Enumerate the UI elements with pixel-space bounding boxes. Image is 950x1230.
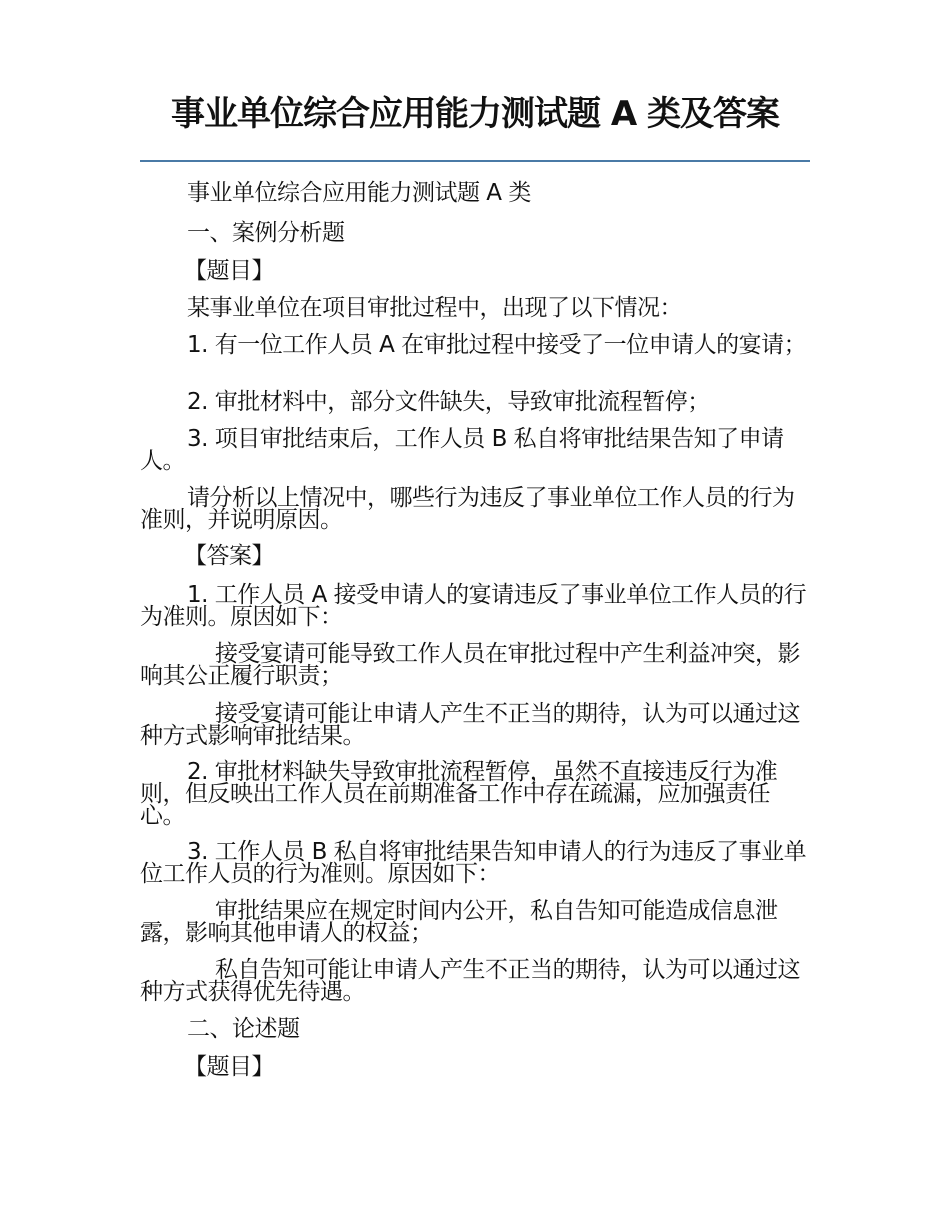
answer-1-reason-1: 接受宴请可能导致工作人员在审批过程中产生利益冲突，影响其公正履行职责； [140, 641, 800, 689]
answer-3: 3. 工作人员 B 私自将审批结果告知申请人的行为违反了事业单位工作人员的行为准则。原因如下： [140, 839, 807, 887]
answer-1-reason-2: 接受宴请可能让申请人产生不正当的期待，认为可以通过这种方式影响审批结果。 [140, 701, 800, 749]
essay-question-label: 【题目】 [184, 1054, 274, 1080]
answer-label: 【答案】 [184, 543, 274, 569]
answer-1: 1. 工作人员 A 接受申请人的宴请违反了事业单位工作人员的行为准则。原因如下： [140, 582, 807, 630]
title-divider [140, 160, 810, 162]
question-label: 【题目】 [184, 258, 274, 284]
situation-1: 1. 有一位工作人员 A 在审批过程中接受了一位申请人的宴请； [187, 332, 807, 358]
situation-2: 2. 审批材料中，部分文件缺失，导致审批流程暂停； [187, 389, 710, 415]
subtitle-line: 事业单位综合应用能力测试题 A 类 [187, 180, 531, 206]
situation-3: 3. 项目审批结束后，工作人员 B 私自将审批结果告知了申请人。 [140, 426, 784, 474]
question-intro: 某事业单位在项目审批过程中，出现了以下情况： [187, 295, 682, 321]
answer-2: 2. 审批材料缺失导致审批流程暂停，虽然不直接违反行为准则，但反映出工作人员在前期准备工作中存在疏漏，应加强责任心。 [140, 759, 778, 829]
document-title: 事业单位综合应用能力测试题 A 类及答案 [171, 94, 779, 134]
section-heading-essay: 二、论述题 [187, 1016, 300, 1042]
section-heading-case-analysis: 一、案例分析题 [187, 220, 345, 246]
question-prompt: 请分析以上情况中，哪些行为违反了事业单位工作人员的行为准则，并说明原因。 [140, 485, 795, 533]
answer-3-reason-1: 审批结果应在规定时间内公开，私自告知可能造成信息泄露，影响其他申请人的权益； [140, 898, 778, 946]
answer-3-reason-2: 私自告知可能让申请人产生不正当的期待，认为可以通过这种方式获得优先待遇。 [140, 957, 800, 1005]
